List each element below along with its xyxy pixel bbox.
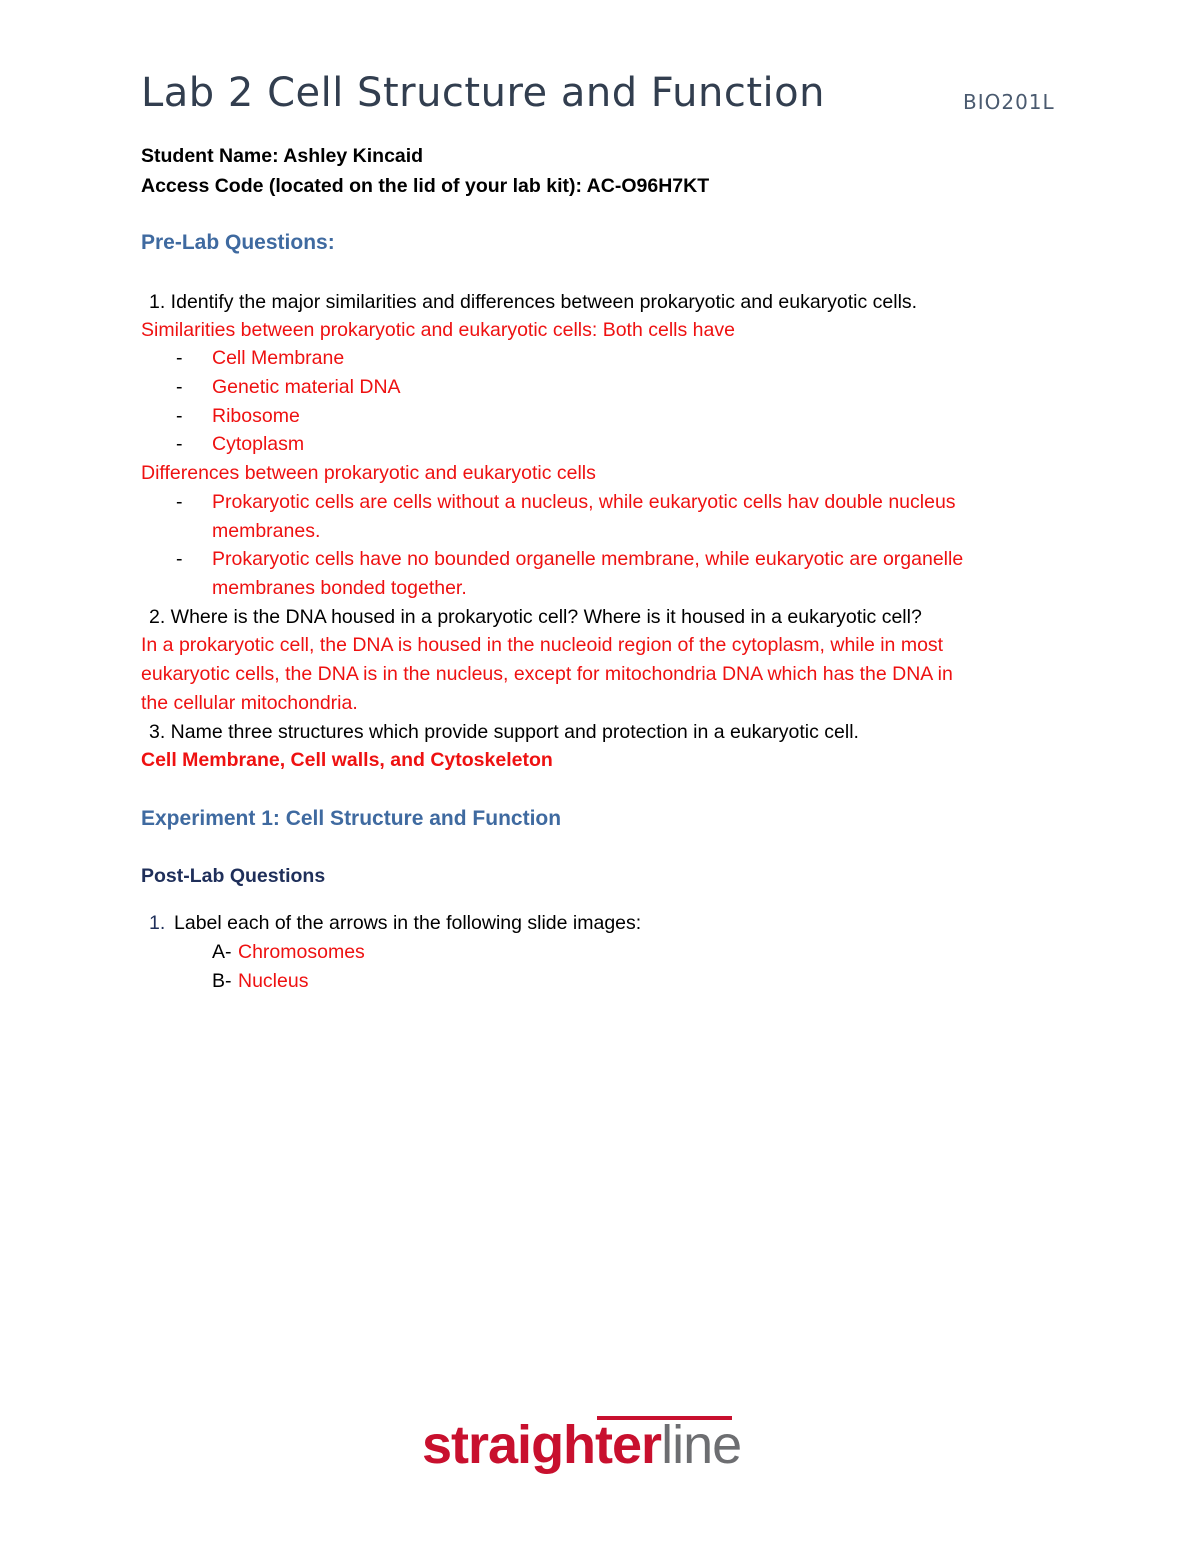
straighterline-logo (422, 1408, 782, 1488)
postlab-question-number: 1. (149, 912, 166, 934)
bullet-dash: - (176, 548, 183, 570)
answer-2-line: the cellular mitochondria. (141, 692, 358, 714)
difference-item-continued: membranes. (212, 520, 321, 542)
bullet-dash: - (176, 405, 183, 427)
similarity-item: Cell Membrane (212, 347, 345, 369)
differences-intro: Differences between prokaryotic and eukaryotic cells (141, 462, 596, 484)
postlab-heading: Post-Lab Questions (141, 865, 326, 887)
experiment-heading: Experiment 1: Cell Structure and Function (141, 807, 562, 830)
answer-2-line: eukaryotic cells, the DNA is in the nucleus, except for mitochondria DNA which has the DNA in (141, 663, 953, 685)
prelab-question-2: 2. Where is the DNA housed in a prokaryotic cell? Where is it housed in a eukaryotic cell? (149, 606, 922, 628)
answer-3: Cell Membrane, Cell walls, and Cytoskeleton (141, 749, 553, 771)
label-answer: Nucleus (238, 970, 309, 992)
similarity-item: Ribosome (212, 405, 300, 427)
student-name: Student Name: Ashley Kincaid (141, 145, 424, 167)
document-title: Lab 2 Cell Structure and Function (141, 70, 825, 116)
label-letter: A- (212, 941, 232, 963)
logo-wordmark (422, 1414, 741, 1476)
label-letter: B- (212, 970, 232, 992)
difference-item-continued: membranes bonded together. (212, 577, 467, 599)
postlab-question-1: Label each of the arrows in the following slide images: (174, 912, 642, 934)
prelab-heading: Pre-Lab Questions: (141, 231, 335, 254)
difference-item: Prokaryotic cells are cells without a nucleus, while eukaryotic cells hav double nucleus (212, 491, 956, 513)
prelab-question-1: 1. Identify the major similarities and differences between prokaryotic and eukaryotic cells. (149, 291, 918, 313)
logo-light-text: line (661, 1415, 742, 1475)
similarity-item: Cytoplasm (212, 433, 305, 455)
bullet-dash: - (176, 433, 183, 455)
bullet-dash: - (176, 347, 183, 369)
similarity-item: Genetic material DNA (212, 376, 401, 398)
answer-2-line: In a prokaryotic cell, the DNA is housed in the nucleoid region of the cytoplasm, while in most (141, 634, 944, 656)
bullet-dash: - (176, 491, 183, 513)
logo-strong-text: straighter (422, 1415, 662, 1475)
difference-item: Prokaryotic cells have no bounded organelle membrane, while eukaryotic are organelle (212, 548, 964, 570)
access-code: Access Code (located on the lid of your lab kit): AC-O96H7KT (141, 175, 710, 197)
course-code: BIO201L (963, 90, 1055, 114)
bullet-dash: - (176, 376, 183, 398)
similarities-intro: Similarities between prokaryotic and eukaryotic cells: Both cells have (141, 319, 735, 341)
prelab-question-3: 3. Name three structures which provide support and protection in a eukaryotic cell. (149, 721, 859, 743)
label-answer: Chromosomes (238, 941, 365, 963)
